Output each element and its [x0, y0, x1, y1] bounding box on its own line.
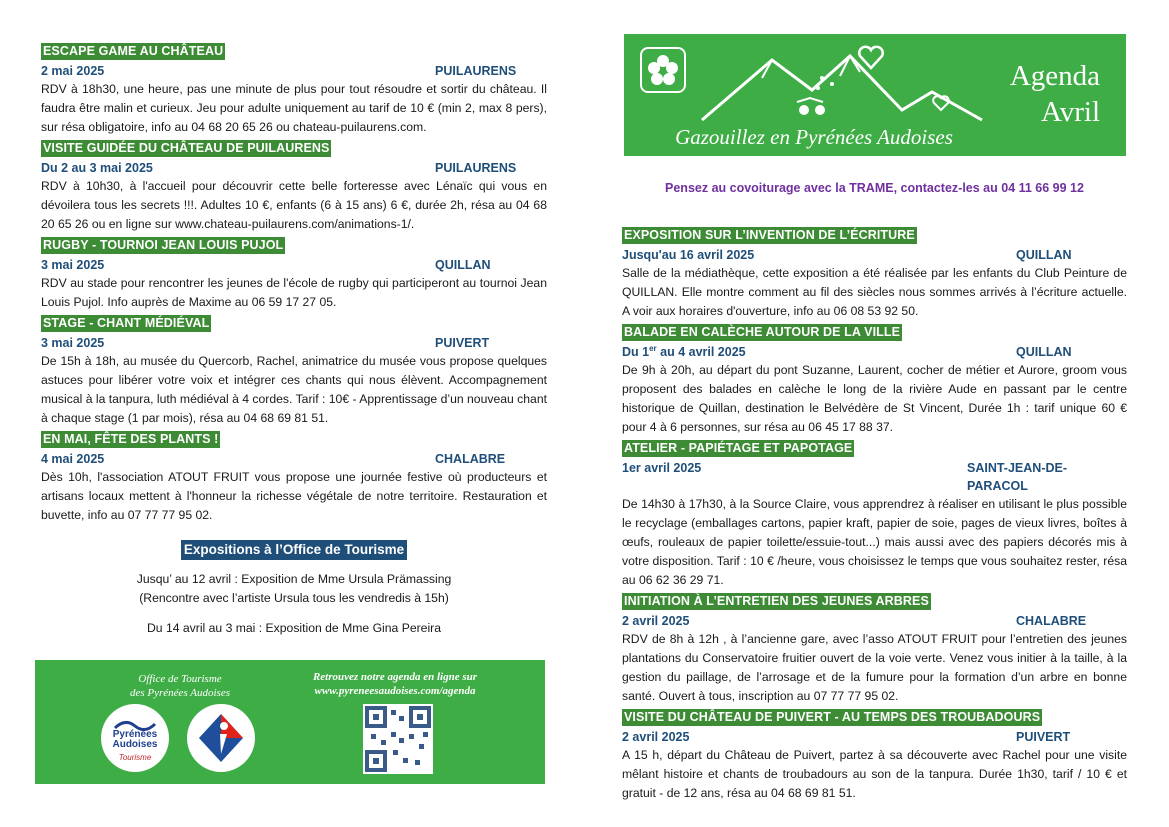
- flower-shape: [642, 49, 684, 91]
- event-date: 2 mai 2025: [41, 64, 105, 78]
- covoiturage-notice: Pensez au covoiturage avec la TRAME, contactez-les au 04 11 66 99 12: [665, 181, 1084, 195]
- event: [622, 323, 1127, 437]
- event-date: 3 mai 2025: [41, 258, 105, 272]
- event-date: 2 avril 2025: [622, 614, 690, 628]
- event: [41, 236, 547, 312]
- footer-band: [35, 660, 545, 784]
- agenda-label: Agenda: [1009, 60, 1100, 92]
- event-title: ATELIER - PAPIÉTAGE ET PAPOTAGE: [624, 441, 853, 455]
- event: [41, 430, 547, 525]
- event-description: Dès 10h, l'association ATOUT FRUIT vous propose une journée festive où producteurs et artisans locaux mettent à l'honneur la richesse végétale de notre territoire. Restauration et buvette, info au 07 77 77 95 02.: [41, 470, 547, 522]
- mountains-birds-icon: [692, 38, 992, 128]
- event-place: CHALABRE: [1016, 614, 1087, 628]
- event-description: De 9h à 20h, au départ du pont Suzanne, Laurent, cocher de métier et Aurore, groom vous proposent des balades en calèche le long de la rivière Aude en passant par le centre historique de Quillan, destination le Belvédère de St Vincent, Durée 1h : tarif unique 60 € pour 4 à 6 personnes, sur résa au 06 45 17 88 37.: [622, 363, 1127, 434]
- heart-icon: [856, 42, 886, 72]
- brand-title: Gazouillez en Pyrénées Audoises: [675, 125, 953, 149]
- france-tourism-icon: [187, 704, 255, 772]
- event-date: Du 2 au 3 mai 2025: [41, 161, 153, 175]
- agenda-title: [1010, 58, 1100, 130]
- logo-line: Audoises: [112, 739, 158, 750]
- event-title: EXPOSITION SUR L’INVENTION DE L’ÉCRITURE: [624, 228, 915, 242]
- date-part: Du 1: [622, 345, 650, 359]
- event: [41, 42, 547, 137]
- event: [622, 439, 1127, 590]
- hibiscus-icon: [640, 47, 686, 93]
- event-date: 3 mai 2025: [41, 336, 105, 350]
- event-title: BALADE EN CALÈCHE AUTOUR DE LA VILLE: [624, 325, 901, 339]
- heart-icon: [932, 94, 950, 112]
- event-place: PUILAURENS: [435, 161, 517, 175]
- event-date: [622, 343, 1016, 361]
- event-description: RDV à 18h30, une heure, pas une minute de plus pour tout résoudre et sortir du château. Il faudra être malin et curieux. Jeu pour adulte uniquement au tarif de 10 € (min 2, max 8 pers), sur résa obligatoire, info au 04 68 20 65 26 ou chateau-puilaurens.com.: [41, 82, 547, 134]
- event-place: PUILAURENS: [435, 64, 517, 78]
- exposition-line: (Rencontre avec l’artiste Ursula tous les vendredis à 15h): [139, 591, 449, 605]
- event-description: RDV de 8h à 12h , à l’ancienne gare, avec l’asso ATOUT FRUIT pour l’entretien des jeunes plantations du Conservatoire fruitier ouvert de la voie verte. Venez vous initier à la taille, à la gestion du paillage, de l’arrosage et de la fumure pour la formation d’un arbre en bonne santé. Ouvert à tous, inscription au 07 77 77 95 02.: [622, 632, 1127, 703]
- tourisme-label-logo: [187, 704, 255, 772]
- event-description: RDV à 10h30, à l'accueil pour découvrir cette belle forteresse avec Lénaïc qui vous en dévoilera tous les secrets !!!. Adultes 10 €, enfants (6 à 15 ans) 6 €, durée 2h, résa au 04 68 20 65 26 ou en ligne sur www.chateau-puilaurens.com/animations-1/.: [41, 179, 547, 231]
- event-place: QUILLAN: [1016, 248, 1072, 262]
- event: [41, 139, 547, 234]
- event-title: VISITE DU CHÂTEAU DE PUIVERT - AU TEMPS DES TROUBADOURS: [624, 710, 1041, 724]
- office-tourisme-text: [115, 672, 245, 700]
- event-description: De 15h à 18h, au musée du Quercorb, Rachel, animatrice du musée vous propose quelques astuces pour libérer votre voix et intégrer ces chants qui nous élèvent. Accompagnement musical à la tanpura, luth médiéval à 4 cordes. Tarif : 10€ - Apprentissage d’un nouveau chant à chaque stage (1 par mois), résa au 04 68 69 81 51.: [41, 354, 547, 425]
- event-date: 1er avril 2025: [622, 461, 702, 475]
- expositions-title: Expositions à l’Office de Tourisme: [181, 540, 407, 560]
- left-events-list: [41, 42, 547, 527]
- date-sup: er: [649, 343, 657, 353]
- event-description: A 15 h, départ du Château de Puivert, partez à sa découverte avec Rachel pour une visite mêlant histoire et chants de troubadours au son de la tanpura. Durée 1h30, tarif / 10 € et gratuit - de 12 ans, résa au 04 68 69 81 51.: [622, 748, 1127, 800]
- month-label: Avril: [1040, 96, 1100, 128]
- online-url[interactable]: www.pyreneesaudoises.com/agenda: [314, 685, 476, 697]
- event-date: Jusqu'au 16 avril 2025: [622, 248, 755, 262]
- pyrenees-audoises-logo: [101, 704, 169, 772]
- ot-line: Office de Tourisme: [138, 673, 222, 685]
- event-description: Salle de la médiathèque, cette exposition a été réalisée par les enfants du Club Peinture de QUILLAN. Elle montre comment au fil des siècles nous sommes arrivés à l’écriture actuelle. A voir aux horaires d'ouverture, info au 06 08 53 92 50.: [622, 266, 1127, 318]
- event-date: 4 mai 2025: [41, 452, 105, 466]
- event-place: PUIVERT: [435, 336, 490, 350]
- header-banner: [624, 34, 1126, 156]
- ot-line: des Pyrénées Audoises: [130, 687, 230, 699]
- event-place: CHALABRE: [435, 452, 506, 466]
- logo-line: Pyrénées: [112, 729, 158, 740]
- event-place: QUILLAN: [1016, 345, 1072, 359]
- event: [622, 708, 1127, 803]
- exposition-line: Du 14 avril au 3 mai : Exposition de Mme Gina Pereira: [147, 621, 441, 635]
- event-description: De 14h30 à 17h30, à la Source Claire, vous apprendrez à réaliser en utilisant le plus possible le recyclage (emballages cartons, papier kraft, papier de soie, pages de vieux livres, boîtes à œufs, rouleaux de papier toilette/essuie-tout...) mais aussi avec des papiers décorés mis à votre disposition. Tarif : 10 € /heure, vous choisissez le temps que vous souhaitez rester, résa au 06 62 36 29 71.: [622, 497, 1127, 587]
- event-title: VISITE GUIDÉE DU CHÂTEAU DE PUILAURENS: [43, 141, 330, 155]
- date-part: au 4 avril 2025: [656, 345, 746, 359]
- exposition-line: Jusqu’ au 12 avril : Exposition de Mme Ursula Prämassing: [136, 572, 452, 586]
- event-title: RUGBY - TOURNOI JEAN LOUIS PUJOL: [43, 238, 284, 252]
- event-title: STAGE - CHANT MÉDIÉVAL: [43, 316, 210, 330]
- event: [41, 314, 547, 428]
- right-events-list: [622, 226, 1127, 805]
- event: [622, 226, 1127, 321]
- event-title: INITIATION À L’ENTRETIEN DES JEUNES ARBRES: [624, 594, 929, 608]
- event-place: QUILLAN: [435, 258, 491, 272]
- expositions-section: [41, 540, 547, 638]
- event-date: 2 avril 2025: [622, 730, 690, 744]
- event-title: ESCAPE GAME AU CHÂTEAU: [43, 44, 224, 58]
- event: [622, 592, 1127, 706]
- logo-text: [101, 730, 169, 750]
- qr-pattern: [363, 704, 433, 774]
- event-title: EN MAI, FÊTE DES PLANTS !: [43, 432, 219, 446]
- logo-sub: Tourisme: [118, 753, 152, 762]
- qr-code-icon[interactable]: [363, 704, 433, 774]
- event-place: PUIVERT: [1016, 730, 1071, 744]
- event-place: SAINT-JEAN-DE-PARACOL: [967, 461, 1068, 493]
- event-description: RDV au stade pour rencontrer les jeunes de l'école de rugby qui participeront au tournoi Jean Louis Pujol. Info auprès de Maxime au 06 59 17 27 05.: [41, 276, 547, 309]
- agenda-online-text: [300, 670, 490, 698]
- online-line: Retrouvez notre agenda en ligne sur: [312, 671, 478, 683]
